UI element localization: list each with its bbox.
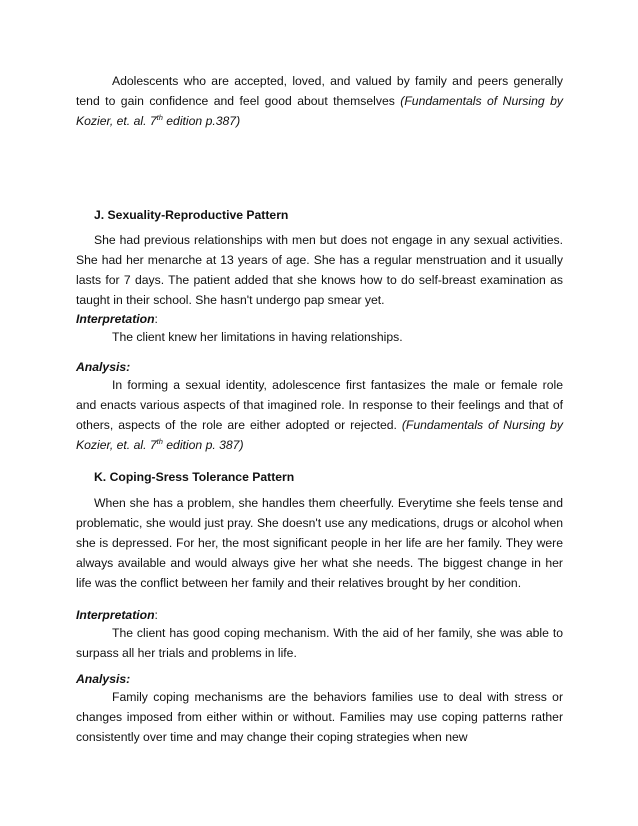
intro-paragraph <box>76 71 563 131</box>
section-j-analysis: In forming a sexual identity, adolescence first fantasizes the male or female role and enacts various aspects of that imagined role. In response to their feelings and that of others, aspects of the role are either adopted or rejected. (Fundamentals of Nursing by Kozier, et. al. 7th edition p. 387) <box>76 378 563 452</box>
section-j-interpretation-label: Interpretation: <box>76 312 158 326</box>
intro-text: Adolescents who are accepted, loved, and valued by family and peers generally tend to gain confidence and feel good about themselves <box>76 74 563 108</box>
section-j-body: She had previous relationships with men but does not engage in any sexual activities. She had her menarche at 13 years of age. She has a regular menstruation and it usually lasts for 7 days. The patient added that she knows how to do self-breast examination as taught in their school. She hasn't undergo pap smear yet. <box>76 233 563 307</box>
section-j-citation: (Fundamentals of Nursing by Kozier, et. al. 7th edition p. 387) <box>76 418 563 452</box>
section-k-interpretation-label: Interpretation: <box>76 608 158 622</box>
section-j-analysis-label: Analysis: <box>76 360 131 374</box>
section-k-analysis-label: Analysis: <box>76 672 131 686</box>
section-k-heading: K. Coping-Sress Tolerance Pattern <box>94 470 295 484</box>
section-k-body: When she has a problem, she handles them cheerfully. Everytime she feels tense and problematic, she would just pray. She doesn't use any medications, drugs or alcohol when she is depressed. For her, the most significant people in her life are her family. They were always available and would always give her what she needs. The biggest change in her life was the conflict between her family and their relatives brought by her condition. <box>76 496 563 590</box>
section-k-interpretation: The client has good coping mechanism. With the aid of her family, she was able to surpass all her trials and problems in life. <box>76 626 563 660</box>
section-j-interpretation: The client knew her limitations in having relationships. <box>112 330 403 344</box>
intro-citation: (Fundamentals of Nursing by Kozier, et. al. 7th edition p.387) <box>76 94 563 128</box>
section-j-heading: J. Sexuality-Reproductive Pattern <box>94 208 289 222</box>
section-k-analysis: Family coping mechanisms are the behaviors families use to deal with stress or changes imposed from either within or without. Families may use coping patterns rather consistently over time and may change their coping strategies when new <box>76 690 563 744</box>
